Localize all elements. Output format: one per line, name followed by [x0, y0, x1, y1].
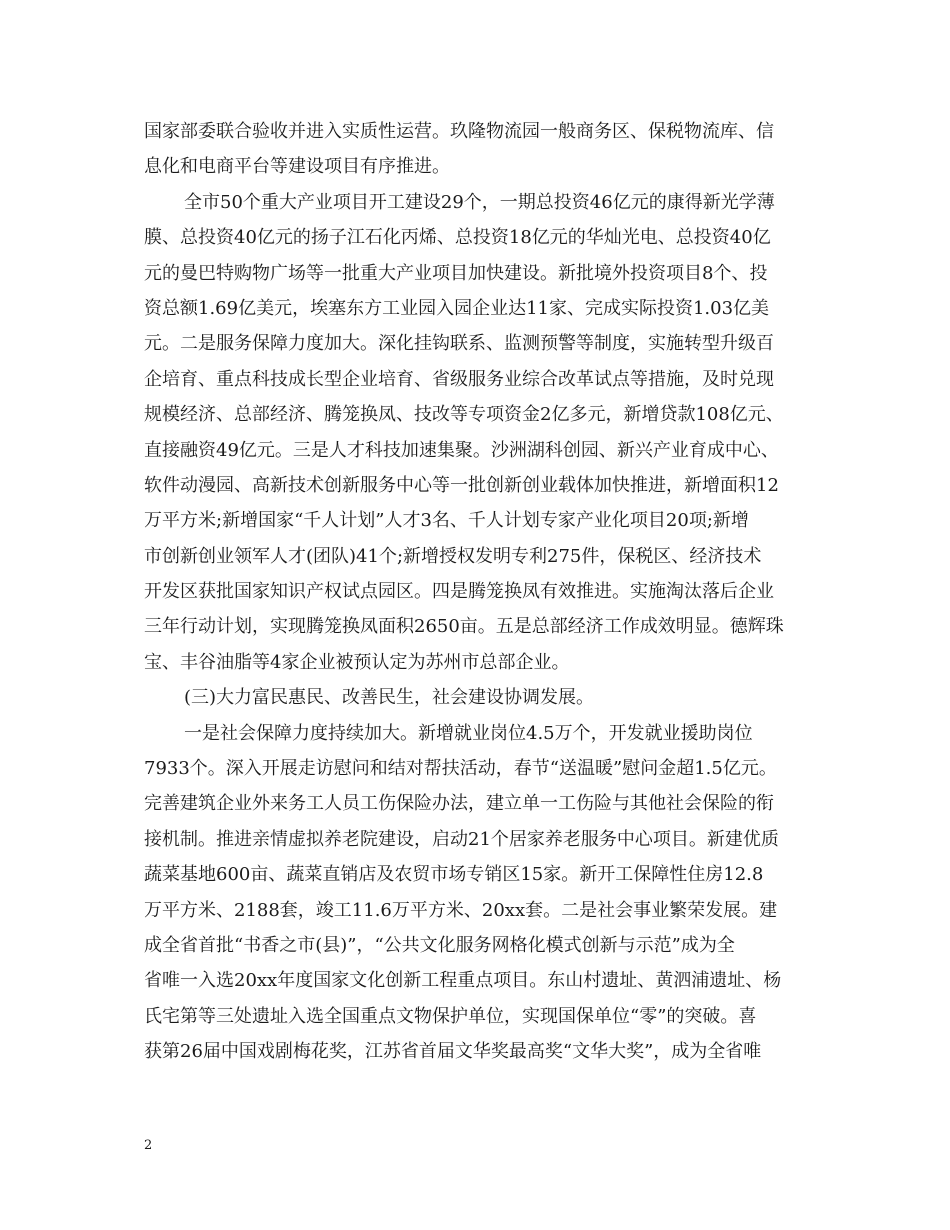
body-text	[144, 114, 800, 1070]
text-line: 资总额1.69亿美元，埃塞东方工业园入园企业达11家、完成实际投资1.03亿美	[144, 297, 770, 319]
text-line: 元。二是服务保障力度加大。深化挂钩联系、监测预警等制度，实施转型升级百	[144, 333, 774, 355]
text-line: 软件动漫园、高新技术创新服务中心等一批创新创业载体加快推进，新增面积12	[144, 474, 779, 496]
text-line: 省唯一入选20xx年度国家文化创新工程重点项目。东山村遗址、黄泗浦遗址、杨	[144, 970, 782, 992]
paragraph-start-line: 一是社会保障力度持续加大。新增就业岗位4.5万个，开发就业援助岗位	[184, 722, 753, 744]
text-line: 企培育、重点科技成长型企业培育、省级服务业综合改革试点等措施，及时兑现	[144, 368, 774, 390]
text-line: 完善建筑企业外来务工人员工伤保险办法，建立单一工伤险与其他社会保险的衔	[144, 793, 774, 815]
text-line: 接机制。推进亲情虚拟养老院建设，启动21个居家养老服务中心项目。新建优质	[144, 828, 779, 850]
text-line: 获第26届中国戏剧梅花奖，江苏省首届文华奖最高奖“文华大奖”，成为全省唯	[144, 1041, 762, 1063]
text-line: 成全省首批“书香之市(县)”，“公共文化服务网格化模式创新与示范”成为全	[144, 934, 735, 956]
text-line: 规模经济、总部经济、腾笼换凤、技改等专项资金2亿多元，新增贷款108亿元、	[144, 404, 784, 426]
paragraph-start-line: 全市50个重大产业项目开工建设29个，一期总投资46亿元的康得新光学薄	[184, 191, 775, 213]
text-line: 蔬菜基地600亩、蔬菜直销店及农贸市场专销区15家。新开工保障性住房12.8	[144, 864, 764, 886]
text-line: 宝、丰谷油脂等4家企业被预认定为苏州市总部企业。	[144, 651, 570, 673]
text-line: 膜、总投资40亿元的扬子江石化丙烯、总投资18亿元的华灿光电、总投资40亿	[144, 227, 771, 249]
text-line: 直接融资49亿元。三是人才科技加速集聚。沙洲湖科创园、新兴产业育成中心、	[144, 439, 779, 461]
section-heading: (三)大力富民惠民、改善民生，社会建设协调发展。	[184, 687, 595, 709]
text-line: 市创新创业领军人才(团队)41个;新增授权发明专利275件，保税区、经济技术	[144, 545, 762, 567]
text-line: 万平方米;新增国家“千人计划”人才3名、千人计划专家产业化项目20项;新增	[144, 510, 749, 532]
text-line: 元的曼巴特购物广场等一批重大产业项目加快建设。新批境外投资项目8个、投	[144, 262, 768, 284]
text-line: 息化和电商平台等建设项目有序推进。	[144, 156, 450, 178]
text-line: 三年行动计划，实现腾笼换凤面积2650亩。五是总部经济工作成效明显。德辉珠	[144, 616, 784, 638]
text-line: 开发区获批国家知识产权试点园区。四是腾笼换凤有效推进。实施淘汰落后企业	[144, 581, 774, 603]
page-number: 2	[144, 1138, 153, 1153]
text-line: 7933个。深入开展走访慰问和结对帮扶活动，春节“送温暖”慰问金超1.5亿元。	[144, 758, 777, 780]
text-line: 国家部委联合验收并进入实质性运营。玖隆物流园一般商务区、保税物流库、信	[144, 121, 774, 142]
text-line: 万平方米、2188套，竣工11.6万平方米、20xx套。二是社会事业繁荣发展。建	[144, 899, 778, 921]
text-line: 氏宅第等三处遗址入选全国重点文物保护单位，实现国保单位“零”的突破。喜	[144, 1005, 757, 1027]
